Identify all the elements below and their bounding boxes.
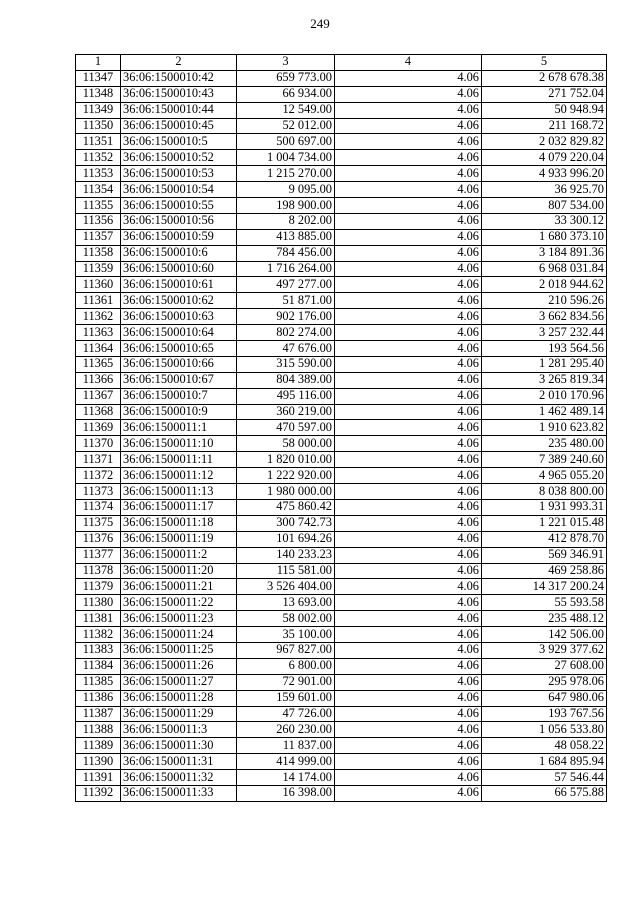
column-header: 3 bbox=[237, 55, 335, 71]
table-row bbox=[76, 547, 607, 563]
amount-cell: 6 968 031.84 bbox=[482, 261, 607, 277]
value-cell: 804 389.00 bbox=[237, 372, 335, 388]
value-cell: 260 230.00 bbox=[237, 722, 335, 738]
amount-cell: 8 038 800.00 bbox=[482, 484, 607, 500]
value-cell: 1 716 264.00 bbox=[237, 261, 335, 277]
row-number-cell: 11348 bbox=[76, 86, 121, 102]
table-row bbox=[76, 468, 607, 484]
amount-cell: 569 346.91 bbox=[482, 547, 607, 563]
value-cell: 784 456.00 bbox=[237, 245, 335, 261]
table-row bbox=[76, 452, 607, 468]
amount-cell: 1 221 015.48 bbox=[482, 515, 607, 531]
cadastral-number-cell: 36:06:1500010:59 bbox=[121, 229, 237, 245]
row-number-cell: 11369 bbox=[76, 420, 121, 436]
amount-cell: 271 752.04 bbox=[482, 86, 607, 102]
row-number-cell: 11365 bbox=[76, 356, 121, 372]
value-cell: 470 597.00 bbox=[237, 420, 335, 436]
table-row bbox=[76, 198, 607, 214]
table-row bbox=[76, 690, 607, 706]
amount-cell: 647 980.06 bbox=[482, 690, 607, 706]
rate-cell: 4.06 bbox=[335, 388, 482, 404]
rate-cell: 4.06 bbox=[335, 452, 482, 468]
value-cell: 1 820 010.00 bbox=[237, 452, 335, 468]
amount-cell: 1 281 295.40 bbox=[482, 356, 607, 372]
amount-cell: 4 965 055.20 bbox=[482, 468, 607, 484]
rate-cell: 4.06 bbox=[335, 563, 482, 579]
table-row bbox=[76, 595, 607, 611]
table-row bbox=[76, 515, 607, 531]
cadastral-number-cell: 36:06:1500011:20 bbox=[121, 563, 237, 579]
row-number-cell: 11384 bbox=[76, 658, 121, 674]
rate-cell: 4.06 bbox=[335, 309, 482, 325]
rate-cell: 4.06 bbox=[335, 468, 482, 484]
amount-cell: 295 978.06 bbox=[482, 674, 607, 690]
value-cell: 16 398.00 bbox=[237, 785, 335, 801]
cadastral-number-cell: 36:06:1500011:18 bbox=[121, 515, 237, 531]
table-row bbox=[76, 309, 607, 325]
amount-cell: 211 168.72 bbox=[482, 118, 607, 134]
table-row bbox=[76, 166, 607, 182]
rate-cell: 4.06 bbox=[335, 261, 482, 277]
row-number-cell: 11347 bbox=[76, 70, 121, 86]
row-number-cell: 11374 bbox=[76, 499, 121, 515]
rate-cell: 4.06 bbox=[335, 627, 482, 643]
rate-cell: 4.06 bbox=[335, 722, 482, 738]
value-cell: 47 676.00 bbox=[237, 341, 335, 357]
table-row bbox=[76, 293, 607, 309]
row-number-cell: 11366 bbox=[76, 372, 121, 388]
rate-cell: 4.06 bbox=[335, 372, 482, 388]
value-cell: 14 174.00 bbox=[237, 770, 335, 786]
cadastral-number-cell: 36:06:1500011:23 bbox=[121, 611, 237, 627]
amount-cell: 3 265 819.34 bbox=[482, 372, 607, 388]
value-cell: 13 693.00 bbox=[237, 595, 335, 611]
row-number-cell: 11373 bbox=[76, 484, 121, 500]
amount-cell: 1 462 489.14 bbox=[482, 404, 607, 420]
value-cell: 66 934.00 bbox=[237, 86, 335, 102]
row-number-cell: 11388 bbox=[76, 722, 121, 738]
row-number-cell: 11390 bbox=[76, 754, 121, 770]
cadastral-number-cell: 36:06:1500010:43 bbox=[121, 86, 237, 102]
header-row bbox=[76, 55, 607, 71]
row-number-cell: 11389 bbox=[76, 738, 121, 754]
value-cell: 9 095.00 bbox=[237, 182, 335, 198]
table-row bbox=[76, 182, 607, 198]
cadastral-number-cell: 36:06:1500011:30 bbox=[121, 738, 237, 754]
row-number-cell: 11379 bbox=[76, 579, 121, 595]
rate-cell: 4.06 bbox=[335, 484, 482, 500]
page-number: 249 bbox=[310, 16, 330, 31]
amount-cell: 50 948.94 bbox=[482, 102, 607, 118]
rate-cell: 4.06 bbox=[335, 86, 482, 102]
table-row bbox=[76, 579, 607, 595]
cadastral-number-cell: 36:06:1500010:52 bbox=[121, 150, 237, 166]
amount-cell: 2 010 170.96 bbox=[482, 388, 607, 404]
row-number-cell: 11357 bbox=[76, 229, 121, 245]
rate-cell: 4.06 bbox=[335, 134, 482, 150]
amount-cell: 33 300.12 bbox=[482, 213, 607, 229]
row-number-cell: 11349 bbox=[76, 102, 121, 118]
cadastral-number-cell: 36:06:1500011:24 bbox=[121, 627, 237, 643]
rate-cell: 4.06 bbox=[335, 70, 482, 86]
table-row bbox=[76, 404, 607, 420]
amount-cell: 2 018 944.62 bbox=[482, 277, 607, 293]
table-row bbox=[76, 245, 607, 261]
rate-cell: 4.06 bbox=[335, 436, 482, 452]
cadastral-number-cell: 36:06:1500010:53 bbox=[121, 166, 237, 182]
amount-cell: 4 079 220.04 bbox=[482, 150, 607, 166]
table-row bbox=[76, 722, 607, 738]
row-number-cell: 11359 bbox=[76, 261, 121, 277]
cadastral-number-cell: 36:06:1500011:21 bbox=[121, 579, 237, 595]
rate-cell: 4.06 bbox=[335, 515, 482, 531]
cadastral-number-cell: 36:06:1500011:2 bbox=[121, 547, 237, 563]
amount-cell: 14 317 200.24 bbox=[482, 579, 607, 595]
row-number-cell: 11382 bbox=[76, 627, 121, 643]
amount-cell: 1 684 895.94 bbox=[482, 754, 607, 770]
amount-cell: 66 575.88 bbox=[482, 785, 607, 801]
amount-cell: 210 596.26 bbox=[482, 293, 607, 309]
amount-cell: 1 910 623.82 bbox=[482, 420, 607, 436]
value-cell: 1 004 734.00 bbox=[237, 150, 335, 166]
row-number-cell: 11368 bbox=[76, 404, 121, 420]
column-header: 2 bbox=[121, 55, 237, 71]
data-table bbox=[75, 54, 607, 802]
rate-cell: 4.06 bbox=[335, 325, 482, 341]
table-row bbox=[76, 531, 607, 547]
amount-cell: 2 032 829.82 bbox=[482, 134, 607, 150]
table-row bbox=[76, 706, 607, 722]
rate-cell: 4.06 bbox=[335, 213, 482, 229]
row-number-cell: 11378 bbox=[76, 563, 121, 579]
cadastral-number-cell: 36:06:1500011:25 bbox=[121, 642, 237, 658]
cadastral-number-cell: 36:06:1500011:26 bbox=[121, 658, 237, 674]
cadastral-number-cell: 36:06:1500010:55 bbox=[121, 198, 237, 214]
row-number-cell: 11383 bbox=[76, 642, 121, 658]
table-body bbox=[76, 70, 607, 801]
value-cell: 11 837.00 bbox=[237, 738, 335, 754]
value-cell: 8 202.00 bbox=[237, 213, 335, 229]
value-cell: 1 222 920.00 bbox=[237, 468, 335, 484]
cadastral-number-cell: 36:06:1500010:56 bbox=[121, 213, 237, 229]
rate-cell: 4.06 bbox=[335, 420, 482, 436]
column-header: 1 bbox=[76, 55, 121, 71]
table-row bbox=[76, 785, 607, 801]
rate-cell: 4.06 bbox=[335, 738, 482, 754]
amount-cell: 27 608.00 bbox=[482, 658, 607, 674]
row-number-cell: 11362 bbox=[76, 309, 121, 325]
cadastral-number-cell: 36:06:1500010:45 bbox=[121, 118, 237, 134]
table-row bbox=[76, 102, 607, 118]
cadastral-number-cell: 36:06:1500010:66 bbox=[121, 356, 237, 372]
table-row bbox=[76, 325, 607, 341]
table-row bbox=[76, 118, 607, 134]
table-row bbox=[76, 436, 607, 452]
table-row bbox=[76, 372, 607, 388]
value-cell: 3 526 404.00 bbox=[237, 579, 335, 595]
table-row bbox=[76, 563, 607, 579]
cadastral-number-cell: 36:06:1500010:64 bbox=[121, 325, 237, 341]
value-cell: 500 697.00 bbox=[237, 134, 335, 150]
table-row bbox=[76, 261, 607, 277]
amount-cell: 807 534.00 bbox=[482, 198, 607, 214]
amount-cell: 36 925.70 bbox=[482, 182, 607, 198]
rate-cell: 4.06 bbox=[335, 658, 482, 674]
table-row bbox=[76, 484, 607, 500]
value-cell: 6 800.00 bbox=[237, 658, 335, 674]
row-number-cell: 11355 bbox=[76, 198, 121, 214]
value-cell: 315 590.00 bbox=[237, 356, 335, 372]
rate-cell: 4.06 bbox=[335, 547, 482, 563]
cadastral-number-cell: 36:06:1500010:7 bbox=[121, 388, 237, 404]
cadastral-number-cell: 36:06:1500010:65 bbox=[121, 341, 237, 357]
row-number-cell: 11380 bbox=[76, 595, 121, 611]
rate-cell: 4.06 bbox=[335, 499, 482, 515]
table-row bbox=[76, 658, 607, 674]
row-number-cell: 11356 bbox=[76, 213, 121, 229]
rate-cell: 4.06 bbox=[335, 245, 482, 261]
cadastral-number-cell: 36:06:1500011:22 bbox=[121, 595, 237, 611]
value-cell: 495 116.00 bbox=[237, 388, 335, 404]
amount-cell: 48 058.22 bbox=[482, 738, 607, 754]
row-number-cell: 11351 bbox=[76, 134, 121, 150]
table-row bbox=[76, 388, 607, 404]
table-row bbox=[76, 134, 607, 150]
rate-cell: 4.06 bbox=[335, 706, 482, 722]
value-cell: 12 549.00 bbox=[237, 102, 335, 118]
rate-cell: 4.06 bbox=[335, 341, 482, 357]
row-number-cell: 11361 bbox=[76, 293, 121, 309]
amount-cell: 193 564.56 bbox=[482, 341, 607, 357]
value-cell: 1 215 270.00 bbox=[237, 166, 335, 182]
cadastral-number-cell: 36:06:1500010:60 bbox=[121, 261, 237, 277]
rate-cell: 4.06 bbox=[335, 611, 482, 627]
rate-cell: 4.06 bbox=[335, 198, 482, 214]
rate-cell: 4.06 bbox=[335, 642, 482, 658]
row-number-cell: 11364 bbox=[76, 341, 121, 357]
rate-cell: 4.06 bbox=[335, 277, 482, 293]
amount-cell: 3 257 232.44 bbox=[482, 325, 607, 341]
amount-cell: 55 593.58 bbox=[482, 595, 607, 611]
amount-cell: 7 389 240.60 bbox=[482, 452, 607, 468]
cadastral-number-cell: 36:06:1500011:13 bbox=[121, 484, 237, 500]
value-cell: 58 002.00 bbox=[237, 611, 335, 627]
amount-cell: 235 480.00 bbox=[482, 436, 607, 452]
cadastral-number-cell: 36:06:1500011:19 bbox=[121, 531, 237, 547]
table-header bbox=[76, 55, 607, 71]
cadastral-number-cell: 36:06:1500010:9 bbox=[121, 404, 237, 420]
value-cell: 159 601.00 bbox=[237, 690, 335, 706]
cadastral-number-cell: 36:06:1500010:54 bbox=[121, 182, 237, 198]
rate-cell: 4.06 bbox=[335, 150, 482, 166]
row-number-cell: 11350 bbox=[76, 118, 121, 134]
row-number-cell: 11363 bbox=[76, 325, 121, 341]
row-number-cell: 11358 bbox=[76, 245, 121, 261]
cadastral-number-cell: 36:06:1500011:31 bbox=[121, 754, 237, 770]
value-cell: 51 871.00 bbox=[237, 293, 335, 309]
row-number-cell: 11391 bbox=[76, 770, 121, 786]
cadastral-number-cell: 36:06:1500011:10 bbox=[121, 436, 237, 452]
rate-cell: 4.06 bbox=[335, 595, 482, 611]
table-row bbox=[76, 420, 607, 436]
rate-cell: 4.06 bbox=[335, 182, 482, 198]
value-cell: 1 980 000.00 bbox=[237, 484, 335, 500]
rate-cell: 4.06 bbox=[335, 229, 482, 245]
row-number-cell: 11392 bbox=[76, 785, 121, 801]
value-cell: 52 012.00 bbox=[237, 118, 335, 134]
cadastral-number-cell: 36:06:1500010:62 bbox=[121, 293, 237, 309]
rate-cell: 4.06 bbox=[335, 102, 482, 118]
amount-cell: 2 678 678.38 bbox=[482, 70, 607, 86]
amount-cell: 1 931 993.31 bbox=[482, 499, 607, 515]
table-row bbox=[76, 229, 607, 245]
value-cell: 58 000.00 bbox=[237, 436, 335, 452]
table-row bbox=[76, 70, 607, 86]
table-row bbox=[76, 642, 607, 658]
table-row bbox=[76, 611, 607, 627]
rate-cell: 4.06 bbox=[335, 770, 482, 786]
value-cell: 72 901.00 bbox=[237, 674, 335, 690]
row-number-cell: 11371 bbox=[76, 452, 121, 468]
value-cell: 802 274.00 bbox=[237, 325, 335, 341]
cadastral-number-cell: 36:06:1500011:1 bbox=[121, 420, 237, 436]
rate-cell: 4.06 bbox=[335, 166, 482, 182]
rate-cell: 4.06 bbox=[335, 754, 482, 770]
amount-cell: 1 680 373.10 bbox=[482, 229, 607, 245]
amount-cell: 469 258.86 bbox=[482, 563, 607, 579]
row-number-cell: 11387 bbox=[76, 706, 121, 722]
value-cell: 140 233.23 bbox=[237, 547, 335, 563]
cadastral-number-cell: 36:06:1500010:61 bbox=[121, 277, 237, 293]
table-row bbox=[76, 356, 607, 372]
table-row bbox=[76, 213, 607, 229]
value-cell: 47 726.00 bbox=[237, 706, 335, 722]
cadastral-number-cell: 36:06:1500010:44 bbox=[121, 102, 237, 118]
row-number-cell: 11367 bbox=[76, 388, 121, 404]
rate-cell: 4.06 bbox=[335, 293, 482, 309]
value-cell: 35 100.00 bbox=[237, 627, 335, 643]
table-row bbox=[76, 674, 607, 690]
table-row bbox=[76, 627, 607, 643]
table-row bbox=[76, 150, 607, 166]
row-number-cell: 11370 bbox=[76, 436, 121, 452]
row-number-cell: 11353 bbox=[76, 166, 121, 182]
amount-cell: 142 506.00 bbox=[482, 627, 607, 643]
table-row bbox=[76, 754, 607, 770]
value-cell: 115 581.00 bbox=[237, 563, 335, 579]
amount-cell: 235 488.12 bbox=[482, 611, 607, 627]
row-number-cell: 11386 bbox=[76, 690, 121, 706]
amount-cell: 3 184 891.36 bbox=[482, 245, 607, 261]
row-number-cell: 11375 bbox=[76, 515, 121, 531]
value-cell: 967 827.00 bbox=[237, 642, 335, 658]
cadastral-number-cell: 36:06:1500010:67 bbox=[121, 372, 237, 388]
cadastral-number-cell: 36:06:1500010:6 bbox=[121, 245, 237, 261]
amount-cell: 193 767.56 bbox=[482, 706, 607, 722]
rate-cell: 4.06 bbox=[335, 404, 482, 420]
cadastral-number-cell: 36:06:1500011:12 bbox=[121, 468, 237, 484]
value-cell: 360 219.00 bbox=[237, 404, 335, 420]
table-row bbox=[76, 277, 607, 293]
amount-cell: 412 878.70 bbox=[482, 531, 607, 547]
rate-cell: 4.06 bbox=[335, 690, 482, 706]
table-row bbox=[76, 341, 607, 357]
rate-cell: 4.06 bbox=[335, 579, 482, 595]
cadastral-number-cell: 36:06:1500011:33 bbox=[121, 785, 237, 801]
cadastral-number-cell: 36:06:1500011:17 bbox=[121, 499, 237, 515]
table-row bbox=[76, 86, 607, 102]
rate-cell: 4.06 bbox=[335, 531, 482, 547]
column-header: 5 bbox=[482, 55, 607, 71]
row-number-cell: 11354 bbox=[76, 182, 121, 198]
row-number-cell: 11352 bbox=[76, 150, 121, 166]
row-number-cell: 11377 bbox=[76, 547, 121, 563]
cadastral-number-cell: 36:06:1500011:29 bbox=[121, 706, 237, 722]
rate-cell: 4.06 bbox=[335, 785, 482, 801]
cadastral-number-cell: 36:06:1500010:63 bbox=[121, 309, 237, 325]
table-row bbox=[76, 770, 607, 786]
amount-cell: 3 929 377.62 bbox=[482, 642, 607, 658]
cadastral-number-cell: 36:06:1500010:42 bbox=[121, 70, 237, 86]
table-row bbox=[76, 738, 607, 754]
value-cell: 101 694.26 bbox=[237, 531, 335, 547]
row-number-cell: 11372 bbox=[76, 468, 121, 484]
amount-cell: 4 933 996.20 bbox=[482, 166, 607, 182]
cadastral-number-cell: 36:06:1500011:32 bbox=[121, 770, 237, 786]
rate-cell: 4.06 bbox=[335, 118, 482, 134]
amount-cell: 57 546.44 bbox=[482, 770, 607, 786]
amount-cell: 3 662 834.56 bbox=[482, 309, 607, 325]
row-number-cell: 11376 bbox=[76, 531, 121, 547]
rate-cell: 4.06 bbox=[335, 356, 482, 372]
cadastral-number-cell: 36:06:1500011:3 bbox=[121, 722, 237, 738]
value-cell: 497 277.00 bbox=[237, 277, 335, 293]
rate-cell: 4.06 bbox=[335, 674, 482, 690]
cadastral-number-cell: 36:06:1500011:11 bbox=[121, 452, 237, 468]
row-number-cell: 11385 bbox=[76, 674, 121, 690]
value-cell: 300 742.73 bbox=[237, 515, 335, 531]
value-cell: 475 860.42 bbox=[237, 499, 335, 515]
column-header: 4 bbox=[335, 55, 482, 71]
value-cell: 902 176.00 bbox=[237, 309, 335, 325]
value-cell: 413 885.00 bbox=[237, 229, 335, 245]
amount-cell: 1 056 533.80 bbox=[482, 722, 607, 738]
value-cell: 198 900.00 bbox=[237, 198, 335, 214]
value-cell: 659 773.00 bbox=[237, 70, 335, 86]
cadastral-number-cell: 36:06:1500010:5 bbox=[121, 134, 237, 150]
row-number-cell: 11381 bbox=[76, 611, 121, 627]
row-number-cell: 11360 bbox=[76, 277, 121, 293]
cadastral-number-cell: 36:06:1500011:27 bbox=[121, 674, 237, 690]
cadastral-number-cell: 36:06:1500011:28 bbox=[121, 690, 237, 706]
value-cell: 414 999.00 bbox=[237, 754, 335, 770]
table-row bbox=[76, 499, 607, 515]
